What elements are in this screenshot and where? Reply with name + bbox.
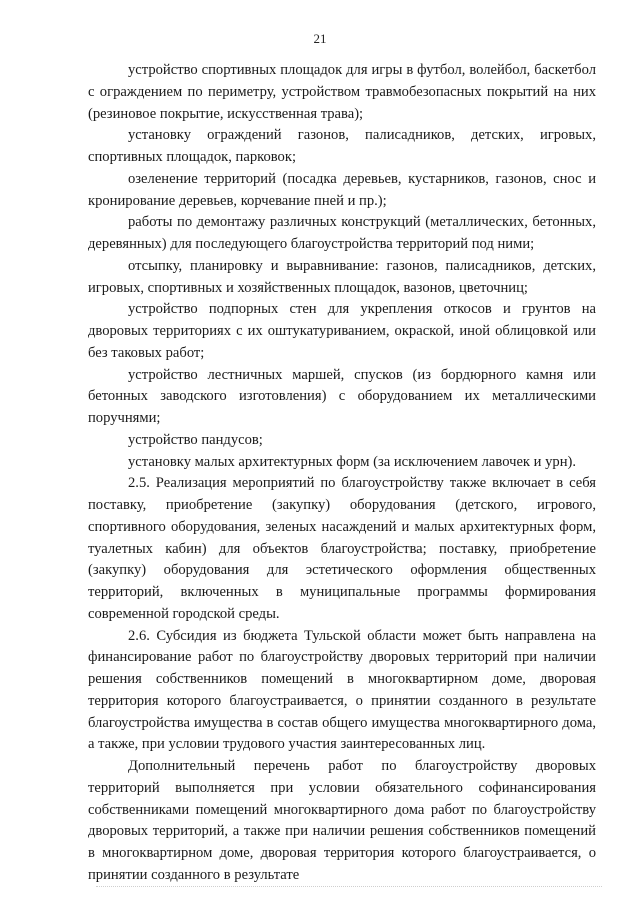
paragraph: озеленение территорий (посадка деревьев, кустарников, газонов, снос и кронирование деревьев, корчевание пней и пр.); <box>88 170 596 209</box>
paragraph: 2.5. Реализация мероприятий по благоустройству также включает в себя поставку, приобретение (закупку) оборудования (детского, игрового, спортивного оборудования, зеленых насаждений и малых архитектурных форм, туалетных кабин) для объектов благоустройства; поставку, приобретение (закупку) оборудования для эстетического оформления общественных территорий, включенных в муниципальные программы формирования современной городской среды. <box>88 475 596 622</box>
paragraph: устройство подпорных стен для укрепления откосов и грунтов на дворовых территориях с их оштукатуриванием, окраской, иной облицовкой или без таковых работ; <box>88 301 596 361</box>
paragraph: установку малых архитектурных форм (за исключением лавочек и урн). <box>128 453 577 470</box>
paragraph: устройство спортивных площадок для игры в футбол, волейбол, баскетбол с ограждением по периметру, устройством травмобезопасных покрытий на них (резиновое покрытие, искусственная трава); <box>88 62 596 122</box>
paragraph: отсыпку, планировку и выравнивание: газонов, палисадников, детских, игровых, спортивных и хозяйственных площадок, вазонов, цветочниц; <box>88 257 596 296</box>
page-number: 21 <box>313 31 327 46</box>
paragraph: 2.6. Субсидия из бюджета Тульской области может быть направлена на финансирование работ по благоустройству дворовых территорий при наличии решения собственников помещений в многоквартирном доме, дворовая территория которого благоустраивается, о принятии созданного в результате благоустройства имущества в состав общего имущества многоквартирного дома, а также, при условии трудового участия заинтересованных лиц. <box>88 627 596 753</box>
scan-artifact-line <box>96 886 602 889</box>
paragraph: устройство пандусов; <box>128 431 263 448</box>
document-body <box>88 60 596 887</box>
paragraph: установку ограждений газонов, палисадников, детских, игровых, спортивных площадок, парковок; <box>88 127 596 165</box>
paragraph: работы по демонтажу различных конструкций (металлических, бетонных, деревянных) для последующего благоустройства территорий под ними; <box>88 214 596 252</box>
paragraph: устройство лестничных маршей, спусков (из бордюрного камня или бетонных заводского изготовления) с оборудованием их металлическими поручнями; <box>88 366 596 426</box>
paragraph: Дополнительный перечень работ по благоустройству дворовых территорий выполняется при условии обязательного софинансирования собственниками помещений многоквартирного дома работ по благоустройству дворовых территорий, а также при наличии решения собственников помещений в многоквартирном доме, дворовая территория которого благоустраивается, о принятии созданного в результате <box>88 758 596 883</box>
